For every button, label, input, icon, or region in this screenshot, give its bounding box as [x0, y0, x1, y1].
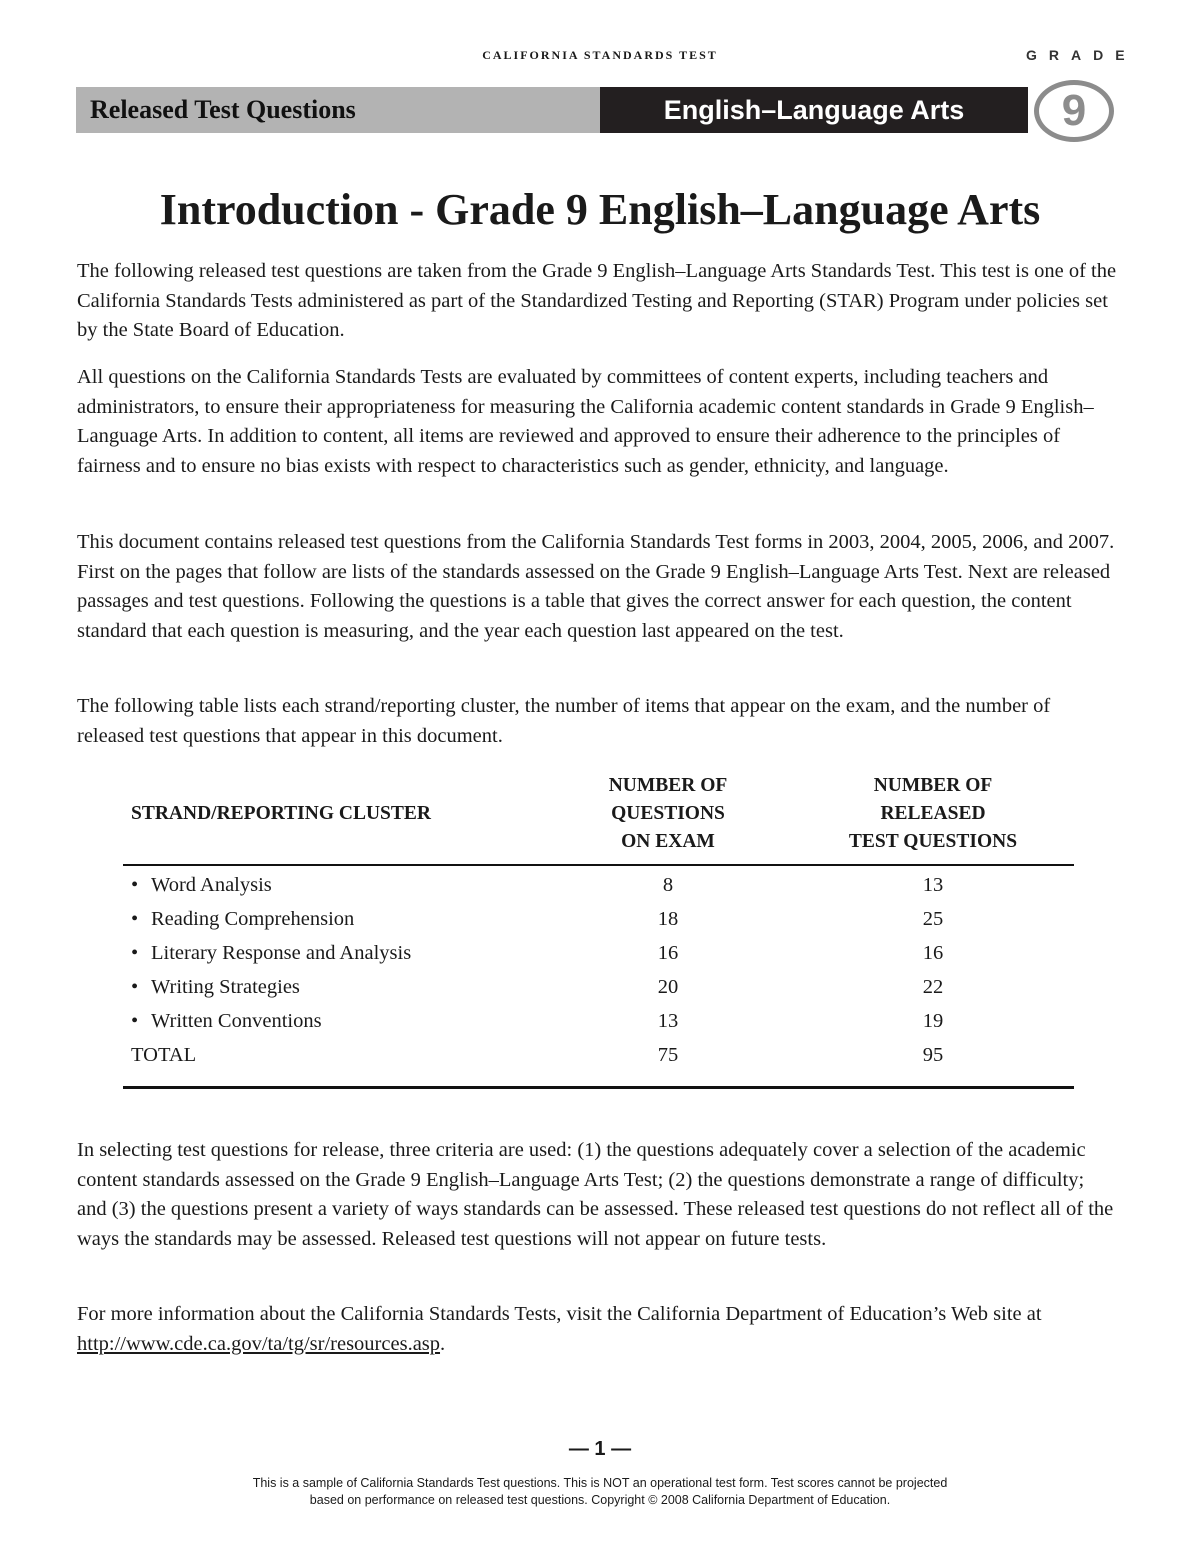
table-row — [123, 972, 1074, 1006]
header-questions-on-exam — [563, 772, 773, 856]
cluster-cell — [131, 1010, 322, 1033]
cluster-cell — [131, 976, 300, 999]
released-count: 25 — [922, 908, 944, 930]
grade-number: 9 — [1061, 86, 1087, 135]
table-body — [123, 866, 1074, 1089]
footer-disclaimer — [0, 1475, 1200, 1509]
bullet: • — [131, 942, 139, 964]
bullet: • — [131, 976, 139, 998]
released-test-questions-label: Released Test Questions — [90, 95, 356, 124]
cluster-cell — [131, 908, 354, 931]
table-total-row — [123, 1040, 1074, 1074]
header-line: ON EXAM — [621, 831, 715, 852]
intro-paragraph-4: The following table lists each strand/reporting cluster, the number of items that appear on the exam, and the number of released test questions that appear in this document. — [77, 695, 1051, 747]
table-header — [123, 772, 1074, 866]
exam-count: 18 — [657, 908, 679, 930]
bullet: • — [131, 1010, 139, 1032]
cluster-name: Word Analysis — [151, 874, 272, 896]
cluster-name: Written Conventions — [151, 1010, 322, 1032]
header-line: NUMBER OF — [873, 775, 993, 796]
header-line: TEST QUESTIONS — [848, 831, 1018, 852]
exam-count: 16 — [657, 942, 679, 964]
footer-line-2: based on performance on released test questions. Copyright © 2008 California Department of Education. — [309, 1493, 891, 1507]
intro-paragraph-1: The following released test questions are taken from the Grade 9 English–Language Arts Standards Test. This test is one of the California Standards Tests administered as part of the Standardized Testing and Reporting (STAR) Program under policies set by the State Board of Education. — [77, 260, 1117, 341]
cluster-cell — [131, 874, 272, 897]
total-released-count: 95 — [922, 1044, 944, 1066]
header-strand: STRAND/REPORTING CLUSTER — [131, 803, 431, 824]
more-info-text: For more information about the California Standards Tests, visit the California Department of Education’s Web site at — [77, 1303, 1042, 1325]
table-row — [123, 870, 1074, 904]
total-label: TOTAL — [131, 1044, 197, 1066]
band-right — [600, 87, 1028, 133]
bullet: • — [131, 908, 139, 930]
header-released-questions — [803, 772, 1063, 856]
cluster-cell — [131, 942, 411, 965]
page-title: Introduction - Grade 9 English–Language Arts — [159, 185, 1041, 234]
released-count: 13 — [922, 874, 944, 896]
page-number: — 1 — — [568, 1438, 632, 1460]
selection-criteria-paragraph: In selecting test questions for release, three criteria are used: (1) the questions adequately cover a selection of the academic content standards assessed on the Grade 9 English–Language Arts Test; (2) the questions demonstrate a range of difficulty; and (3) the questions present a variety of ways standards can be assessed. These released test questions do not reflect all of the ways the standards may be assessed. Released test questions will not appear on future tests. — [77, 1139, 1114, 1250]
cde-resources-link[interactable]: http://www.cde.ca.gov/ta/tg/sr/resources.asp — [77, 1332, 441, 1355]
bullet: • — [131, 874, 139, 896]
more-info-paragraph — [77, 1300, 1117, 1359]
subject-label: English–Language Arts — [663, 94, 965, 125]
released-count: 22 — [922, 976, 944, 998]
footer-line-1: This is a sample of California Standards Test questions. This is NOT an operational test form. Test scores cannot be projected — [252, 1476, 948, 1490]
table-row — [123, 904, 1074, 938]
header-line: NUMBER OF — [608, 775, 728, 796]
table-row — [123, 1006, 1074, 1040]
header-band — [76, 87, 1028, 133]
cluster-name: Reading Comprehension — [151, 908, 355, 930]
intro-paragraph-3: This document contains released test questions from the California Standards Test forms in 2003, 2004, 2005, 2006, and 2007. First on the pages that follow are lists of the standards assessed on the Grade 9 English–Language Arts Test. Next are released passages and test questions. Following the questions is a table that gives the correct answer for each question, the content standard that each question is measuring, and the year each question last appeared on the test. — [77, 531, 1115, 642]
strand-table — [123, 772, 1074, 1089]
band-left — [76, 87, 600, 133]
exam-count: 8 — [662, 874, 674, 896]
intro-paragraph-2: All questions on the California Standards Tests are evaluated by committees of content experts, including teachers and administrators, to ensure their appropriateness for measuring the California academic content standards in Grade 9 English–Language Arts. In addition to content, all items are reviewed and approved to ensure their adherence to the principles of fairness and to ensure no bias exists with respect to characteristics such as gender, ethnicity, and language. — [77, 366, 1094, 477]
grade-badge — [1034, 80, 1114, 142]
released-count: 19 — [922, 1010, 944, 1032]
test-name-header: CALIFORNIA STANDARDS TEST — [482, 48, 718, 62]
released-count: 16 — [922, 942, 944, 964]
exam-count: 20 — [657, 976, 679, 998]
exam-count: 13 — [657, 1010, 679, 1032]
header-line: QUESTIONS — [611, 803, 725, 824]
more-info-suffix: . — [440, 1332, 446, 1355]
cluster-name: Writing Strategies — [151, 976, 300, 998]
grade-label: GRADE — [1026, 47, 1137, 63]
header-line: RELEASED — [880, 803, 986, 824]
total-exam-count: 75 — [657, 1044, 679, 1066]
cluster-name: Literary Response and Analysis — [151, 942, 412, 964]
table-row — [123, 938, 1074, 972]
